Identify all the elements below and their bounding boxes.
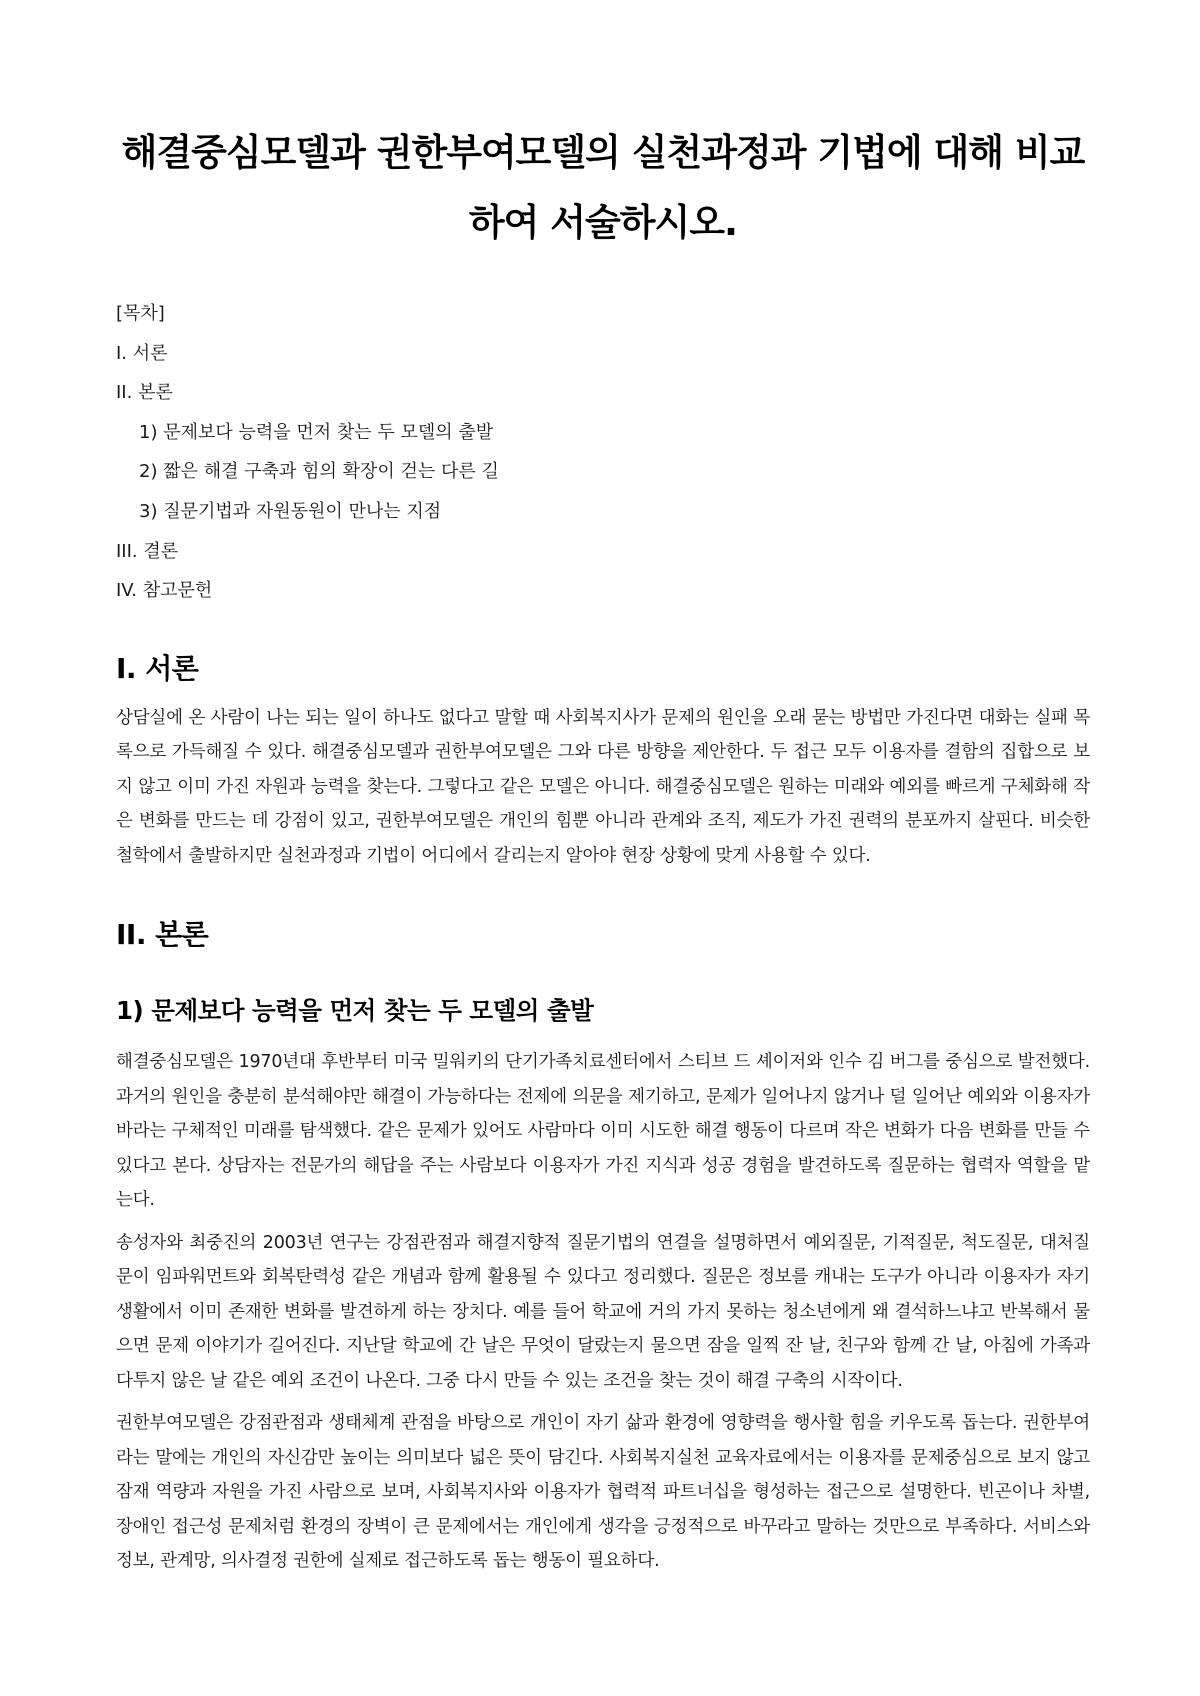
toc-item-body-1: 1) 문제보다 능력을 먼저 찾는 두 모델의 출발 xyxy=(139,421,494,443)
subsection-1-paragraph-3: 권한부여모델은 강점관점과 생태체계 관점을 바탕으로 개인이 자기 삶과 환경에 영향력을 행사할 힘을 키우도록 돕는다. 권한부여라는 말에는 개인의 자신감만 높이는 의미보다 넓은 뜻이 담긴다. 사회복지실천 교육자료에서는 이용자를 문제중심으로 보지 않고 잠재 역량과 자원을 가진 사람으로 보며, 사회복지사와 이용자가 협력적 파트너십을 형성하는 접근으로 설명한다. 빈곤이나 차별, 장애인 접근성 문제처럼 환경의 장벽이 큰 문제에서는 개인에게 생각을 긍정적으로 바꾸라고 말하는 것만으로 부족하다. 서비스와 정보, 관계망, 의사결정 권한에 실제로 접근하도록 돕는 행동이 필요하다. xyxy=(116,1413,1090,1572)
toc-item-references: IV. 참고문헌 xyxy=(116,580,213,602)
subsection-1-heading: 1) 문제보다 능력을 먼저 찾는 두 모델의 출발 xyxy=(116,996,594,1026)
toc-label: [목차] xyxy=(116,303,165,324)
intro-paragraph: 상담실에 온 사람이 나는 되는 일이 하나도 없다고 말할 때 사회복지사가 문제의 원인을 오래 묻는 방법만 가진다면 대화는 실패 목록으로 가득해질 수 있다. 해결중심모델과 권한부여모델은 그와 다른 방향을 제안한다. 두 접근 모두 이용자를 결함의 집합으로 보지 않고 이미 가진 자원과 능력을 찾는다. 그렇다고 같은 모델은 아니다. 해결중심모델은 원하는 미래와 예외를 빠르게 구체화해 작은 변화를 만드는 데 강점이 있고, 권한부여모델은 개인의 힘뿐 아니라 관계와 조직, 제도가 가진 권력의 분포까지 살핀다. 비슷한 철학에서 출발하지만 실천과정과 기법이 어디에서 갈리는지 알아야 현장 상황에 맞게 사용할 수 있다. xyxy=(116,707,1090,866)
body-heading: II. 본론 xyxy=(116,918,209,952)
toc-item-body-3: 3) 질문기법과 자원동원이 만나는 지점 xyxy=(139,500,442,522)
toc-item-intro: I. 서론 xyxy=(116,342,168,364)
subsection-1-paragraph-2: 송성자와 최중진의 2003년 연구는 강점관점과 해결지향적 질문기법의 연결을 설명하면서 예외질문, 기적질문, 척도질문, 대처질문이 임파워먼트와 회복탄력성 같은 개념과 함께 활용될 수 있다고 정리했다. 질문은 정보를 캐내는 도구가 아니라 이용자가 자기 생활에서 이미 존재한 변화를 발견하게 하는 장치다. 예를 들어 학교에 거의 가지 못하는 청소년에게 왜 결석하느냐고 반복해서 물으면 문제 이야기가 길어진다. 지난달 학교에 간 날은 무엇이 달랐는지 물으면 잠을 일찍 잔 날, 친구와 함께 간 날, 아침에 가족과 다투지 않은 날 같은 예외 조건이 나온다. 그중 다시 만들 수 있는 조건을 찾는 것이 해결 구축의 시작이다. xyxy=(116,1232,1090,1391)
table-of-contents xyxy=(116,294,1090,611)
toc-item-body-2: 2) 짧은 해결 구축과 힘의 확장이 걷는 다른 길 xyxy=(139,461,499,483)
subsection-1-paragraph-1: 해결중심모델은 1970년대 후반부터 미국 밀워키의 단기가족치료센터에서 스티브 드 셰이저와 인수 김 버그를 중심으로 발전했다. 과거의 원인을 충분히 분석해야만 해결이 가능하다는 전제에 의문을 제기하고, 문제가 일어나지 않거나 덜 일어난 예외와 이용자가 바라는 구체적인 미래를 탐색했다. 같은 문제가 있어도 사람마다 이미 시도한 해결 행동이 다르며 작은 변화가 다음 변화를 만들 수 있다고 본다. 상담자는 전문가의 해답을 주는 사람보다 이용자가 가진 지식과 성공 경험을 발견하도록 질문하는 협력자 역할을 맡는다. xyxy=(116,1052,1090,1211)
toc-item-body: II. 본론 xyxy=(116,382,173,404)
document-title: 해결중심모델과 권한부여모델의 실천과정과 기법에 대해 비교하여 서술하시오. xyxy=(121,131,1085,244)
toc-item-conclusion: III. 결론 xyxy=(116,540,179,562)
intro-heading: I. 서론 xyxy=(116,651,199,685)
